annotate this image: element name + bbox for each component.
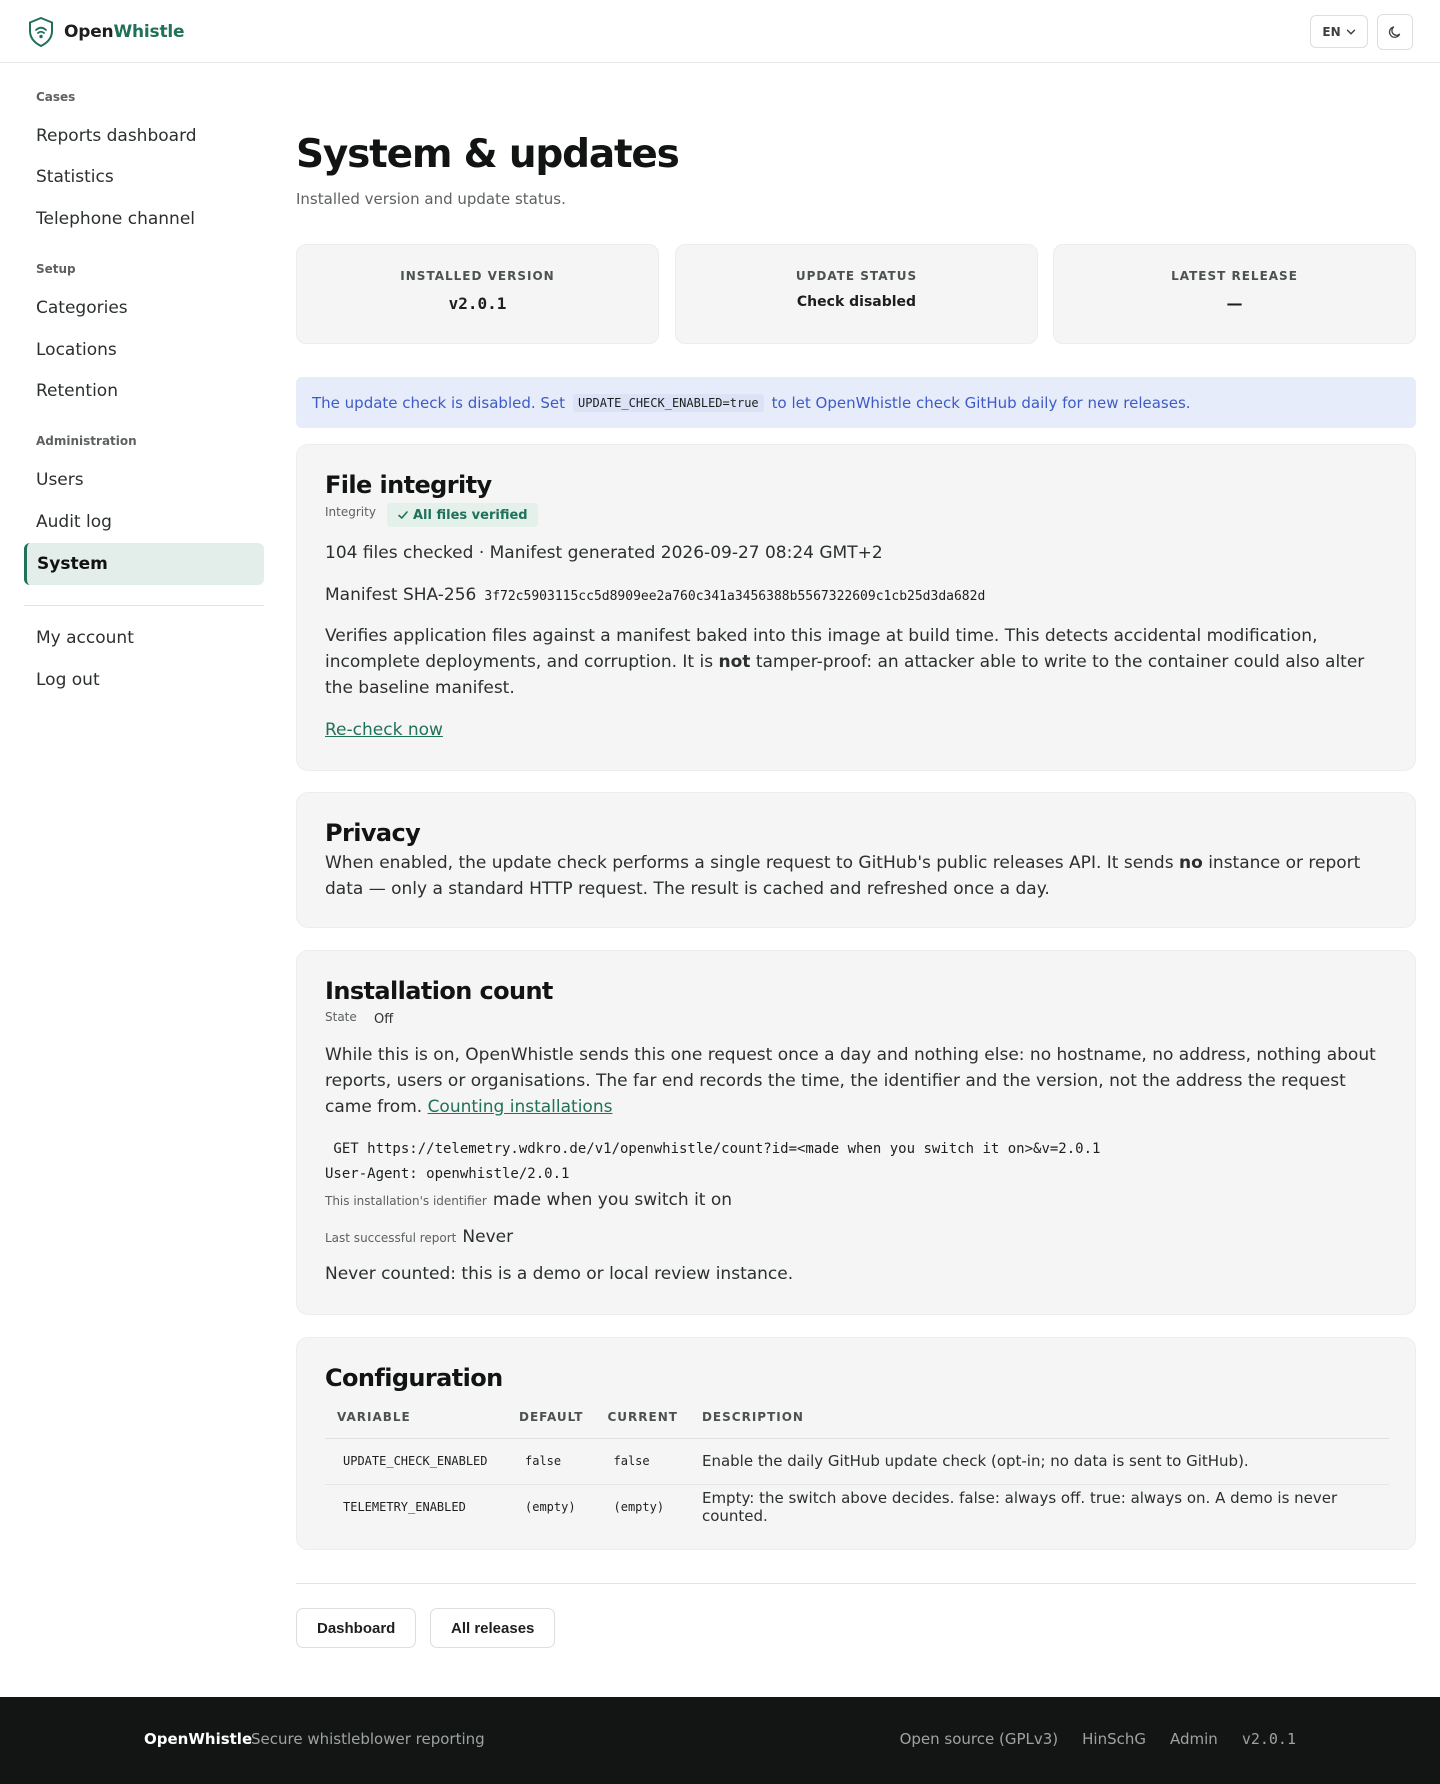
shield-logo-icon — [28, 17, 54, 47]
sidebar-item-locations[interactable]: Locations — [36, 340, 117, 360]
nav-group-setup: Setup — [36, 262, 76, 276]
integrity-label: Integrity — [325, 505, 376, 519]
card-title: Privacy — [325, 819, 421, 847]
stat-label: UPDATE STATUS — [795, 269, 918, 283]
description-cell: Empty: the switch above decides. false: always off. true: always on. A demo is never counted. — [701, 1489, 1338, 1526]
update-check-disabled-banner — [296, 377, 1416, 428]
banner-text: to let OpenWhistle check GitHub daily for new releases. — [771, 393, 1191, 412]
footer-links — [900, 1730, 1296, 1748]
table-row — [325, 1484, 1389, 1530]
identifier-row: This installation's identifier made when you switch it on — [325, 1190, 733, 1210]
footer-link-open-source[interactable]: Open source (GPLv3) — [899, 1730, 1059, 1748]
integrity-description: Verifies application files against a manifest baked into this image at build time. This detects accidental modification, incomplete deployments, and corruption. It is not tamper-proof: an attacker able to write to the container could also alter the baseline manifest. — [325, 626, 1365, 698]
brand-name: OpenWhistle — [64, 22, 185, 42]
state-value: Off — [374, 1012, 394, 1027]
current-cell: false — [596, 1438, 690, 1484]
card-title: File integrity — [325, 471, 492, 499]
footer-tagline: Secure whistleblower reporting — [251, 1730, 485, 1748]
card-title: Configuration — [325, 1364, 503, 1392]
default-cell: (empty) — [525, 1500, 576, 1515]
installation-note: Never counted: this is a demo or local review instance. — [325, 1264, 794, 1284]
sidebar-item-reports-dashboard[interactable]: Reports dashboard — [36, 126, 197, 146]
sidebar-item-statistics[interactable]: Statistics — [36, 167, 114, 187]
stat-label: LATEST RELEASE — [1171, 269, 1298, 283]
hash-label: Manifest SHA-256 — [325, 585, 477, 605]
page-subtitle: Installed version and update status. — [296, 190, 566, 208]
sidebar-divider — [24, 605, 264, 606]
footer-link-admin[interactable]: Admin — [1170, 1730, 1218, 1748]
footer-version: v2.0.1 — [1241, 1730, 1296, 1748]
request-line: GET https://telemetry.wdkro.de/v1/openwhistle/count?id=<made when you switch it on>&v=2.0.1 — [325, 1141, 1101, 1157]
chevron-down-icon — [1346, 27, 1356, 37]
column-header: CURRENT — [596, 1406, 690, 1438]
sidebar-item-log-out[interactable]: Log out — [36, 670, 100, 690]
sidebar-item-my-account[interactable]: My account — [36, 628, 134, 648]
column-header: DESCRIPTION — [690, 1406, 1389, 1438]
banner-code: UPDATE_CHECK_ENABLED=true — [573, 394, 764, 412]
nav-group-cases: Cases — [36, 90, 76, 104]
variable-cell: TELEMETRY_ENABLED — [343, 1500, 466, 1515]
all-releases-button[interactable]: All releases — [430, 1608, 555, 1648]
column-header: DEFAULT — [507, 1406, 596, 1438]
divider — [296, 1583, 1416, 1584]
moon-icon — [1388, 25, 1402, 39]
user-agent-line: User-Agent: openwhistle/2.0.1 — [325, 1166, 570, 1182]
last-report-row: Last successful report Never — [325, 1227, 514, 1247]
recheck-link[interactable]: Re-check now — [325, 720, 443, 740]
stat-value: v2.0.1 — [448, 294, 507, 313]
stat-card-latest-release — [1053, 244, 1416, 344]
page-title: System & updates — [296, 132, 679, 177]
file-integrity-card — [296, 444, 1416, 771]
footer-link-hinschg[interactable]: HinSchG — [1082, 1730, 1146, 1748]
installation-count-card — [296, 950, 1416, 1315]
installation-description: While this is on, OpenWhistle sends this one request once a day and nothing else: no hostname, no address, nothing about reports, users or organisations. The far end records the time, the identifier and the version, not the address the request came from. Counting installations — [325, 1045, 1376, 1117]
sidebar-item-system[interactable]: System — [24, 543, 264, 585]
dashboard-button[interactable]: Dashboard — [296, 1608, 416, 1648]
sidebar-item-retention[interactable]: Retention — [36, 381, 118, 401]
language-selector[interactable] — [1310, 15, 1368, 48]
description-cell: Enable the daily GitHub update check (opt-in; no data is sent to GitHub). — [690, 1438, 1389, 1484]
theme-toggle-button[interactable] — [1377, 14, 1413, 50]
privacy-card — [296, 792, 1416, 928]
counting-installations-link[interactable]: Counting installations — [427, 1097, 613, 1117]
default-cell: false — [507, 1438, 596, 1484]
stat-card-installed-version — [296, 244, 659, 344]
brand[interactable] — [28, 17, 184, 47]
configuration-card — [296, 1337, 1416, 1550]
sidebar-item-audit-log[interactable]: Audit log — [36, 512, 112, 532]
variable-cell: UPDATE_CHECK_ENABLED — [325, 1438, 507, 1484]
privacy-text: When enabled, the update check performs a single request to GitHub's public releases API. It sends no instance or report data — only a standard HTTP request. The result is cached and refreshed once a day. — [325, 853, 1361, 899]
footer — [0, 1697, 1440, 1784]
table-row — [325, 1438, 1389, 1484]
stat-value: Check disabled — [796, 294, 917, 310]
sidebar-item-telephone-channel[interactable]: Telephone channel — [36, 209, 196, 229]
current-cell: (empty) — [613, 1500, 665, 1515]
footer-brand[interactable]: OpenWhistle — [144, 1730, 253, 1748]
state-label: State — [325, 1010, 357, 1024]
sidebar-item-users[interactable]: Users — [36, 470, 84, 490]
column-header: VARIABLE — [325, 1406, 507, 1438]
language-label: EN — [1322, 24, 1341, 39]
table-header-row — [325, 1406, 1389, 1438]
top-bar — [0, 0, 1440, 63]
card-title: Installation count — [325, 977, 553, 1005]
configuration-table — [325, 1406, 1389, 1530]
stat-label: INSTALLED VERSION — [400, 269, 555, 283]
nav-group-administration: Administration — [36, 434, 137, 448]
check-icon — [397, 509, 409, 521]
hash-value: 3f72c5903115cc5d8909ee2a760c341a3456388b5567322609c1cb25d3da682d — [484, 589, 986, 604]
banner-text: The update check is disabled. Set — [312, 393, 566, 412]
badge-label: All files verified — [413, 507, 528, 523]
integrity-summary: 104 files checked · Manifest generated 2026-09-27 08:24 GMT+2 — [325, 543, 883, 563]
stat-value: — — [1226, 294, 1243, 313]
status-badge — [387, 503, 538, 527]
sidebar-item-categories[interactable]: Categories — [36, 298, 128, 318]
manifest-hash-row — [325, 582, 1385, 610]
stat-card-update-status — [675, 244, 1038, 344]
